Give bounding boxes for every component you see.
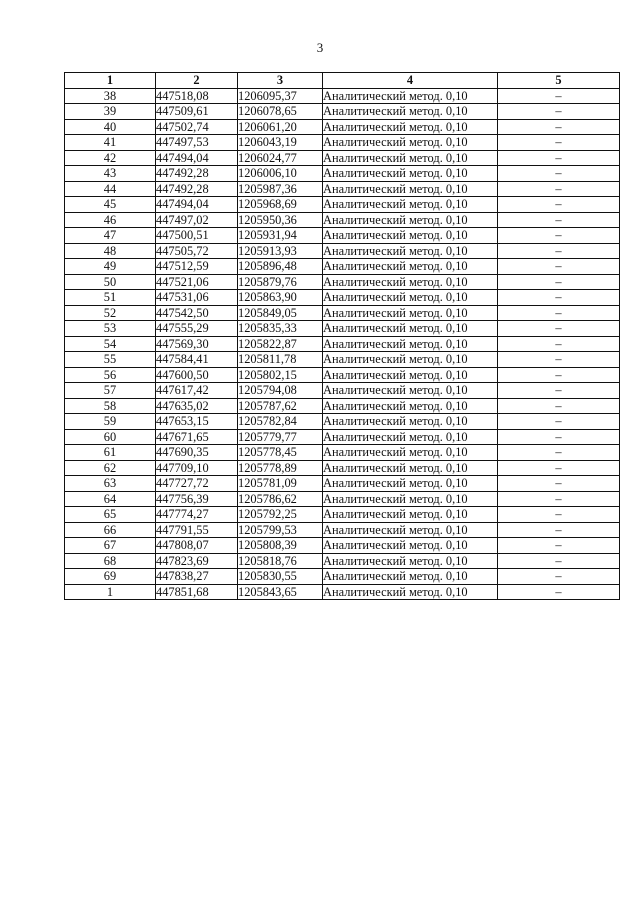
method-cell: Аналитический метод. 0,10 xyxy=(323,569,498,585)
description-cell: – xyxy=(498,414,620,430)
method-cell: Аналитический метод. 0,10 xyxy=(323,414,498,430)
table-row xyxy=(65,429,620,445)
x-coordinate-cell: 447494,04 xyxy=(156,150,238,166)
point-number-cell: 42 xyxy=(65,150,156,166)
method-cell: Аналитический метод. 0,10 xyxy=(323,305,498,321)
x-coordinate-cell: 447497,53 xyxy=(156,135,238,151)
x-coordinate-cell: 447600,50 xyxy=(156,367,238,383)
description-cell: – xyxy=(498,367,620,383)
point-number-cell: 61 xyxy=(65,445,156,461)
description-cell: – xyxy=(498,553,620,569)
method-cell: Аналитический метод. 0,10 xyxy=(323,429,498,445)
point-number-cell: 67 xyxy=(65,538,156,554)
y-coordinate-cell: 1205835,33 xyxy=(238,321,323,337)
x-coordinate-cell: 447791,55 xyxy=(156,522,238,538)
point-number-cell: 46 xyxy=(65,212,156,228)
x-coordinate-cell: 447709,10 xyxy=(156,460,238,476)
description-cell: – xyxy=(498,181,620,197)
y-coordinate-cell: 1206024,77 xyxy=(238,150,323,166)
y-coordinate-cell: 1206043,19 xyxy=(238,135,323,151)
method-cell: Аналитический метод. 0,10 xyxy=(323,445,498,461)
description-cell: – xyxy=(498,336,620,352)
description-cell: – xyxy=(498,274,620,290)
method-cell: Аналитический метод. 0,10 xyxy=(323,104,498,120)
description-cell: – xyxy=(498,569,620,585)
y-coordinate-cell: 1205879,76 xyxy=(238,274,323,290)
y-coordinate-cell: 1206006,10 xyxy=(238,166,323,182)
description-cell: – xyxy=(498,460,620,476)
x-coordinate-cell: 447500,51 xyxy=(156,228,238,244)
y-coordinate-cell: 1205896,48 xyxy=(238,259,323,275)
method-cell: Аналитический метод. 0,10 xyxy=(323,584,498,600)
description-cell: – xyxy=(498,522,620,538)
y-coordinate-cell: 1205968,69 xyxy=(238,197,323,213)
x-coordinate-cell: 447492,28 xyxy=(156,166,238,182)
y-coordinate-cell: 1205931,94 xyxy=(238,228,323,244)
method-cell: Аналитический метод. 0,10 xyxy=(323,212,498,228)
method-cell: Аналитический метод. 0,10 xyxy=(323,522,498,538)
table-row xyxy=(65,336,620,352)
table-row xyxy=(65,259,620,275)
method-cell: Аналитический метод. 0,10 xyxy=(323,476,498,492)
x-coordinate-cell: 447492,28 xyxy=(156,181,238,197)
x-coordinate-cell: 447521,06 xyxy=(156,274,238,290)
point-number-cell: 60 xyxy=(65,429,156,445)
y-coordinate-cell: 1205913,93 xyxy=(238,243,323,259)
point-number-cell: 52 xyxy=(65,305,156,321)
table-row xyxy=(65,383,620,399)
description-cell: – xyxy=(498,491,620,507)
y-coordinate-cell: 1206095,37 xyxy=(238,88,323,104)
table-body xyxy=(65,88,620,600)
point-number-cell: 44 xyxy=(65,181,156,197)
point-number-cell: 49 xyxy=(65,259,156,275)
method-cell: Аналитический метод. 0,10 xyxy=(323,336,498,352)
header-col-1: 1 xyxy=(65,73,156,89)
table-row xyxy=(65,212,620,228)
method-cell: Аналитический метод. 0,10 xyxy=(323,507,498,523)
x-coordinate-cell: 447808,07 xyxy=(156,538,238,554)
description-cell: – xyxy=(498,352,620,368)
table-row xyxy=(65,445,620,461)
point-number-cell: 57 xyxy=(65,383,156,399)
y-coordinate-cell: 1205794,08 xyxy=(238,383,323,399)
y-coordinate-cell: 1205811,78 xyxy=(238,352,323,368)
coordinates-table xyxy=(64,72,620,600)
x-coordinate-cell: 447494,04 xyxy=(156,197,238,213)
point-number-cell: 53 xyxy=(65,321,156,337)
table-row xyxy=(65,290,620,306)
x-coordinate-cell: 447756,39 xyxy=(156,491,238,507)
description-cell: – xyxy=(498,104,620,120)
y-coordinate-cell: 1205802,15 xyxy=(238,367,323,383)
description-cell: – xyxy=(498,243,620,259)
x-coordinate-cell: 447823,69 xyxy=(156,553,238,569)
point-number-cell: 39 xyxy=(65,104,156,120)
page-number: 3 xyxy=(316,40,324,55)
table-row xyxy=(65,584,620,600)
point-number-cell: 59 xyxy=(65,414,156,430)
y-coordinate-cell: 1205863,90 xyxy=(238,290,323,306)
method-cell: Аналитический метод. 0,10 xyxy=(323,491,498,507)
y-coordinate-cell: 1205786,62 xyxy=(238,491,323,507)
x-coordinate-cell: 447509,61 xyxy=(156,104,238,120)
y-coordinate-cell: 1205849,05 xyxy=(238,305,323,321)
y-coordinate-cell: 1205822,87 xyxy=(238,336,323,352)
x-coordinate-cell: 447512,59 xyxy=(156,259,238,275)
point-number-cell: 62 xyxy=(65,460,156,476)
x-coordinate-cell: 447584,41 xyxy=(156,352,238,368)
method-cell: Аналитический метод. 0,10 xyxy=(323,150,498,166)
method-cell: Аналитический метод. 0,10 xyxy=(323,119,498,135)
description-cell: – xyxy=(498,445,620,461)
x-coordinate-cell: 447542,50 xyxy=(156,305,238,321)
point-number-cell: 38 xyxy=(65,88,156,104)
table-header xyxy=(65,73,620,89)
description-cell: – xyxy=(498,584,620,600)
header-row xyxy=(65,73,620,89)
x-coordinate-cell: 447569,30 xyxy=(156,336,238,352)
y-coordinate-cell: 1205787,62 xyxy=(238,398,323,414)
table-row xyxy=(65,228,620,244)
method-cell: Аналитический метод. 0,10 xyxy=(323,166,498,182)
point-number-cell: 51 xyxy=(65,290,156,306)
method-cell: Аналитический метод. 0,10 xyxy=(323,259,498,275)
table-row xyxy=(65,166,620,182)
y-coordinate-cell: 1205843,65 xyxy=(238,584,323,600)
table-row xyxy=(65,553,620,569)
point-number-cell: 40 xyxy=(65,119,156,135)
x-coordinate-cell: 447671,65 xyxy=(156,429,238,445)
x-coordinate-cell: 447653,15 xyxy=(156,414,238,430)
y-coordinate-cell: 1205987,36 xyxy=(238,181,323,197)
x-coordinate-cell: 447617,42 xyxy=(156,383,238,399)
point-number-cell: 47 xyxy=(65,228,156,244)
y-coordinate-cell: 1205799,53 xyxy=(238,522,323,538)
table-row xyxy=(65,135,620,151)
table-row xyxy=(65,104,620,120)
x-coordinate-cell: 447531,06 xyxy=(156,290,238,306)
table-row xyxy=(65,119,620,135)
table-row xyxy=(65,460,620,476)
table-row xyxy=(65,352,620,368)
method-cell: Аналитический метод. 0,10 xyxy=(323,398,498,414)
table-row xyxy=(65,88,620,104)
method-cell: Аналитический метод. 0,10 xyxy=(323,352,498,368)
x-coordinate-cell: 447690,35 xyxy=(156,445,238,461)
method-cell: Аналитический метод. 0,10 xyxy=(323,243,498,259)
y-coordinate-cell: 1205782,84 xyxy=(238,414,323,430)
y-coordinate-cell: 1205779,77 xyxy=(238,429,323,445)
x-coordinate-cell: 447505,72 xyxy=(156,243,238,259)
description-cell: – xyxy=(498,197,620,213)
description-cell: – xyxy=(498,88,620,104)
x-coordinate-cell: 447497,02 xyxy=(156,212,238,228)
method-cell: Аналитический метод. 0,10 xyxy=(323,290,498,306)
y-coordinate-cell: 1205778,45 xyxy=(238,445,323,461)
description-cell: – xyxy=(498,383,620,399)
table-row xyxy=(65,181,620,197)
description-cell: – xyxy=(498,259,620,275)
y-coordinate-cell: 1206078,65 xyxy=(238,104,323,120)
x-coordinate-cell: 447635,02 xyxy=(156,398,238,414)
method-cell: Аналитический метод. 0,10 xyxy=(323,321,498,337)
point-number-cell: 41 xyxy=(65,135,156,151)
table-row xyxy=(65,491,620,507)
description-cell: – xyxy=(498,321,620,337)
method-cell: Аналитический метод. 0,10 xyxy=(323,228,498,244)
point-number-cell: 64 xyxy=(65,491,156,507)
y-coordinate-cell: 1205792,25 xyxy=(238,507,323,523)
x-coordinate-cell: 447727,72 xyxy=(156,476,238,492)
point-number-cell: 45 xyxy=(65,197,156,213)
description-cell: – xyxy=(498,228,620,244)
description-cell: – xyxy=(498,305,620,321)
header-col-5: 5 xyxy=(498,73,620,89)
header-col-4: 4 xyxy=(323,73,498,89)
point-number-cell: 50 xyxy=(65,274,156,290)
x-coordinate-cell: 447555,29 xyxy=(156,321,238,337)
description-cell: – xyxy=(498,290,620,306)
point-number-cell: 43 xyxy=(65,166,156,182)
point-number-cell: 54 xyxy=(65,336,156,352)
y-coordinate-cell: 1206061,20 xyxy=(238,119,323,135)
method-cell: Аналитический метод. 0,10 xyxy=(323,383,498,399)
table-row xyxy=(65,569,620,585)
point-number-cell: 66 xyxy=(65,522,156,538)
point-number-cell: 56 xyxy=(65,367,156,383)
table-row xyxy=(65,367,620,383)
header-col-2: 2 xyxy=(156,73,238,89)
description-cell: – xyxy=(498,398,620,414)
table-row xyxy=(65,150,620,166)
table-row xyxy=(65,522,620,538)
point-number-cell: 58 xyxy=(65,398,156,414)
method-cell: Аналитический метод. 0,10 xyxy=(323,538,498,554)
description-cell: – xyxy=(498,212,620,228)
method-cell: Аналитический метод. 0,10 xyxy=(323,135,498,151)
table-row xyxy=(65,507,620,523)
point-number-cell: 1 xyxy=(65,584,156,600)
point-number-cell: 55 xyxy=(65,352,156,368)
table-row xyxy=(65,197,620,213)
y-coordinate-cell: 1205808,39 xyxy=(238,538,323,554)
point-number-cell: 65 xyxy=(65,507,156,523)
method-cell: Аналитический метод. 0,10 xyxy=(323,460,498,476)
description-cell: – xyxy=(498,507,620,523)
description-cell: – xyxy=(498,476,620,492)
table-row xyxy=(65,274,620,290)
x-coordinate-cell: 447838,27 xyxy=(156,569,238,585)
method-cell: Аналитический метод. 0,10 xyxy=(323,274,498,290)
description-cell: – xyxy=(498,135,620,151)
point-number-cell: 63 xyxy=(65,476,156,492)
y-coordinate-cell: 1205781,09 xyxy=(238,476,323,492)
description-cell: – xyxy=(498,166,620,182)
method-cell: Аналитический метод. 0,10 xyxy=(323,181,498,197)
method-cell: Аналитический метод. 0,10 xyxy=(323,553,498,569)
x-coordinate-cell: 447518,08 xyxy=(156,88,238,104)
method-cell: Аналитический метод. 0,10 xyxy=(323,88,498,104)
method-cell: Аналитический метод. 0,10 xyxy=(323,197,498,213)
description-cell: – xyxy=(498,538,620,554)
table-row xyxy=(65,398,620,414)
point-number-cell: 69 xyxy=(65,569,156,585)
point-number-cell: 48 xyxy=(65,243,156,259)
table-row xyxy=(65,321,620,337)
header-col-3: 3 xyxy=(238,73,323,89)
description-cell: – xyxy=(498,119,620,135)
description-cell: – xyxy=(498,429,620,445)
table-row xyxy=(65,414,620,430)
y-coordinate-cell: 1205778,89 xyxy=(238,460,323,476)
y-coordinate-cell: 1205830,55 xyxy=(238,569,323,585)
table-row xyxy=(65,476,620,492)
x-coordinate-cell: 447502,74 xyxy=(156,119,238,135)
description-cell: – xyxy=(498,150,620,166)
x-coordinate-cell: 447774,27 xyxy=(156,507,238,523)
y-coordinate-cell: 1205950,36 xyxy=(238,212,323,228)
method-cell: Аналитический метод. 0,10 xyxy=(323,367,498,383)
table-row xyxy=(65,538,620,554)
y-coordinate-cell: 1205818,76 xyxy=(238,553,323,569)
point-number-cell: 68 xyxy=(65,553,156,569)
x-coordinate-cell: 447851,68 xyxy=(156,584,238,600)
table-row xyxy=(65,243,620,259)
table-row xyxy=(65,305,620,321)
